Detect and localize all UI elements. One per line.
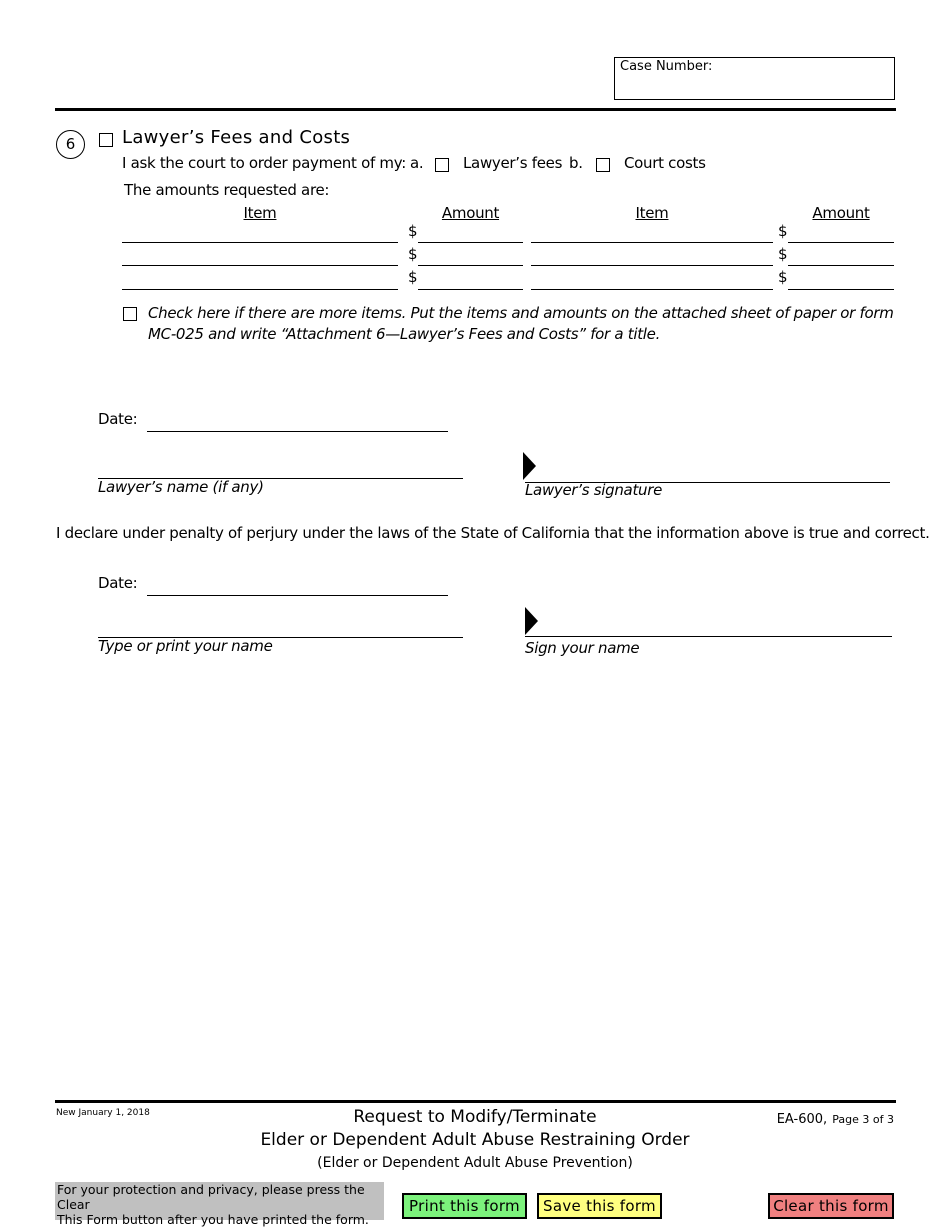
- save-form-button[interactable]: Save this form: [537, 1193, 662, 1219]
- dollar-sign: $: [778, 222, 788, 240]
- lawyer-date-field[interactable]: [147, 431, 448, 432]
- item-field-3b[interactable]: [531, 289, 773, 290]
- item-field-3a[interactable]: [122, 289, 398, 290]
- form-id-block: [777, 1108, 894, 1127]
- more-items-text-2: MC-025 and write “Attachment 6—Lawyer’s Fees and Costs” for a title.: [148, 325, 661, 343]
- col-header-amount-2: Amount: [812, 204, 870, 222]
- amount-field-1b[interactable]: [788, 242, 894, 243]
- col-header-amount-1: Amount: [441, 204, 500, 222]
- section-number: 6: [56, 130, 85, 159]
- form-title-line1: Request to Modify/Terminate: [353, 1107, 597, 1127]
- revision-date: New January 1, 2018: [56, 1108, 150, 1118]
- amounts-text: The amounts requested are:: [124, 181, 330, 199]
- lawyers-fees-checkbox[interactable]: [435, 158, 449, 172]
- item-field-2a[interactable]: [122, 265, 398, 266]
- privacy-line-1: For your protection and privacy, please press the Clear: [57, 1182, 365, 1212]
- signature-arrow-icon: [525, 607, 538, 635]
- dollar-sign: $: [778, 268, 788, 286]
- page-info: Page 3 of 3: [832, 1113, 894, 1126]
- signer-date-field[interactable]: [147, 595, 448, 596]
- amount-field-2b[interactable]: [788, 265, 894, 266]
- declaration-text: I declare under penalty of perjury under the laws of the State of California that the information above is true and correct.: [56, 524, 930, 542]
- item-field-2b[interactable]: [531, 265, 773, 266]
- col-header-item-2: Item: [635, 204, 669, 222]
- court-costs-checkbox[interactable]: [596, 158, 610, 172]
- amount-field-3b[interactable]: [788, 289, 894, 290]
- lawyers-fees-label: Lawyer’s fees: [463, 154, 563, 172]
- item-field-1b[interactable]: [531, 242, 773, 243]
- signer-date-label: Date:: [98, 574, 138, 592]
- amount-field-2a[interactable]: [418, 265, 523, 266]
- form-title-line2: Elder or Dependent Adult Abuse Restraining Order: [260, 1130, 690, 1150]
- signer-signature-label: Sign your name: [525, 639, 640, 657]
- fees-costs-checkbox[interactable]: [99, 133, 113, 147]
- dollar-sign: $: [408, 268, 418, 286]
- col-header-item-1: Item: [243, 204, 277, 222]
- clear-form-button[interactable]: Clear this form: [768, 1193, 894, 1219]
- dollar-sign: $: [408, 222, 418, 240]
- lawyer-signature-label: Lawyer’s signature: [525, 481, 663, 499]
- privacy-notice: [55, 1182, 384, 1227]
- dollar-sign: $: [408, 245, 418, 263]
- header-divider: [55, 108, 896, 111]
- case-number-label: Case Number:: [620, 59, 713, 74]
- option-a-letter: a.: [410, 154, 424, 172]
- more-items-text-1: Check here if there are more items. Put the items and amounts on the attached sheet of paper or form: [148, 304, 894, 322]
- item-field-1a[interactable]: [122, 242, 398, 243]
- court-costs-label: Court costs: [624, 154, 706, 172]
- option-b-letter: b.: [569, 154, 583, 172]
- form-title-line3: (Elder or Dependent Adult Abuse Prevention): [317, 1155, 633, 1171]
- case-number-field[interactable]: [614, 57, 895, 100]
- signer-name-label: Type or print your name: [98, 637, 273, 655]
- lawyer-name-label: Lawyer’s name (if any): [98, 478, 264, 496]
- privacy-line-2: This Form button after you have printed the form.: [57, 1212, 369, 1227]
- amount-field-3a[interactable]: [418, 289, 523, 290]
- section-title: Lawyer’s Fees and Costs: [122, 127, 351, 148]
- request-text: I ask the court to order payment of my:: [122, 154, 406, 172]
- more-items-checkbox[interactable]: [123, 307, 137, 321]
- dollar-sign: $: [778, 245, 788, 263]
- amount-field-1a[interactable]: [418, 242, 523, 243]
- signer-signature-field[interactable]: [525, 636, 892, 637]
- lawyer-date-label: Date:: [98, 410, 138, 428]
- form-id: EA-600,: [776, 1112, 828, 1127]
- footer-divider: [55, 1100, 896, 1103]
- print-form-button[interactable]: Print this form: [402, 1193, 527, 1219]
- signature-arrow-icon: [523, 452, 536, 480]
